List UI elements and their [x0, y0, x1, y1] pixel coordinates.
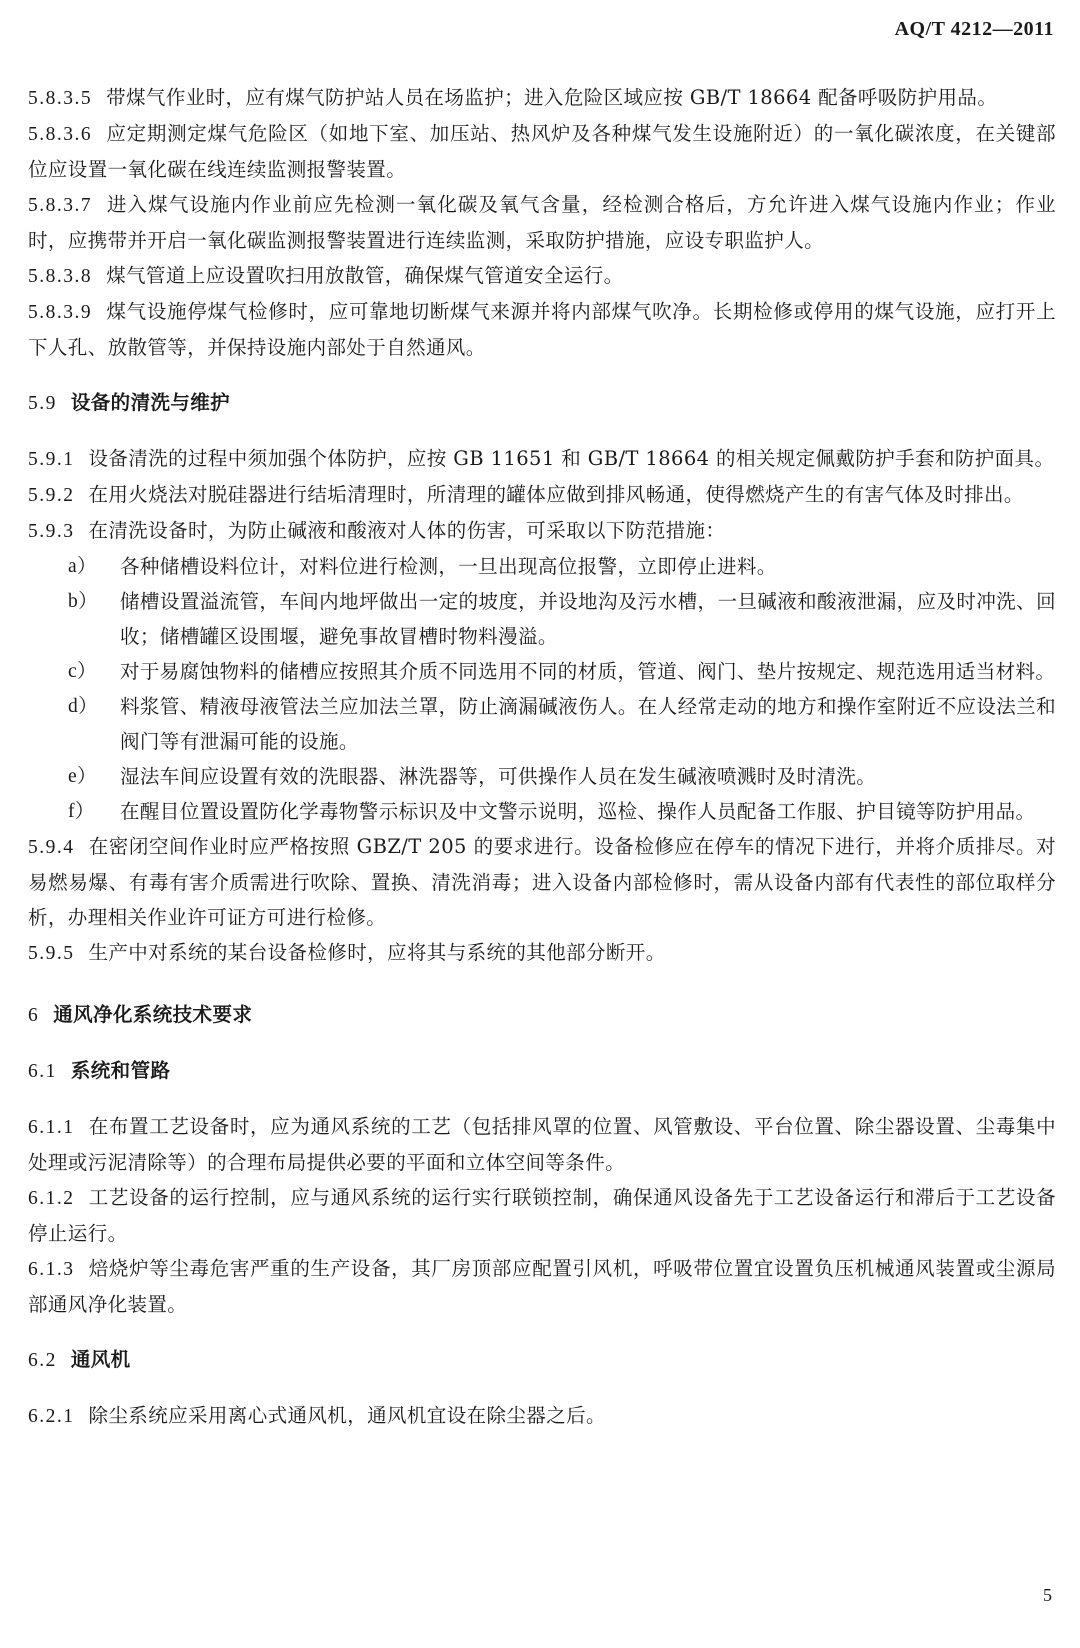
section-number: 6	[28, 1005, 40, 1026]
list-item	[28, 654, 1056, 689]
clause-5-9-4	[28, 829, 1056, 935]
clause-number: 5.9.2	[28, 485, 75, 506]
clause-6-1-3	[28, 1251, 1056, 1322]
clause-number: 6.1.2	[28, 1188, 75, 1209]
clause-number: 5.9.5	[28, 943, 75, 964]
list-item	[28, 689, 1056, 759]
standard-code: AQ/T 4212—2011	[894, 18, 1054, 40]
clause-6-1-1	[28, 1109, 1056, 1180]
clause-text: 焙烧炉等尘毒危害严重的生产设备，其厂房顶部应配置引风机，呼吸带位置宜设置负压机械通风装置或尘源局部通风净化装置。	[28, 1257, 1056, 1316]
clause-number: 6.1.3	[28, 1259, 75, 1280]
list-text: 在醒目位置设置防化学毒物警示标识及中文警示说明，巡检、操作人员配备工作服、护目镜等防护用品。	[120, 800, 1036, 823]
clause-text: 应定期测定煤气危险区（如地下室、加压站、热风炉及各种煤气发生设施附近）的一氧化碳浓度，在关键部位应设置一氧化碳在线连续监测报警装置。	[28, 122, 1056, 181]
clause-5-8-3-8	[28, 258, 1056, 294]
clause-number: 5.9.1	[28, 449, 75, 470]
list-marker: c）	[68, 661, 97, 682]
section-number: 6.2	[28, 1350, 57, 1371]
section-title: 通风净化系统技术要求	[53, 1003, 253, 1026]
clause-number: 6.2.1	[28, 1406, 75, 1427]
section-number: 6.1	[28, 1061, 57, 1082]
clause-text: 生产中对系统的某台设备检修时，应将其与系统的其他部分断开。	[88, 941, 666, 964]
list-text: 各种储槽设料位计，对料位进行检测，一旦出现高位报警，立即停止进料。	[120, 555, 777, 578]
clause-5-8-3-5	[28, 80, 1056, 116]
clause-text: 在布置工艺设备时，应为通风系统的工艺（包括排风罩的位置、风管敷设、平台位置、除尘器设置、尘毒集中处理或污泥清除等）的合理布局提供必要的平面和立体空间等条件。	[28, 1115, 1056, 1174]
list-marker: a）	[68, 556, 97, 577]
clause-5-8-3-9	[28, 294, 1056, 365]
list-text: 储槽设置溢流管，车间内地坪做出一定的坡度，并设地沟及污水槽，一旦碱液和酸液泄漏，应及时冲洗、回收；储槽罐区设围堰，避免事故冒槽时物料漫溢。	[120, 590, 1056, 648]
clause-number: 5.8.3.7	[28, 195, 93, 216]
clause-text: 煤气设施停煤气检修时，应可靠地切断煤气来源并将内部煤气吹净。长期检修或停用的煤气设施，应打开上下人孔、放散管等，并保持设施内部处于自然通风。	[28, 300, 1056, 359]
section-title: 通风机	[70, 1348, 131, 1371]
clause-5-9-1	[28, 441, 1056, 477]
clause-text: 进入煤气设施内作业前应先检测一氧化碳及氧气含量，经检测合格后，方允许进入煤气设施内作业；作业时，应携带并开启一氧化碳监测报警装置进行连续监测，采取防护措施，应设专职监护人。	[28, 193, 1056, 252]
clause-text: 煤气管道上应设置吹扫用放散管，确保煤气管道安全运行。	[106, 264, 624, 287]
clause-6-1-2	[28, 1180, 1056, 1251]
clause-text: 带煤气作业时，应有煤气防护站人员在场监护；进入危险区域应按 GB/T 18664 配备呼吸防护用品。	[106, 86, 998, 109]
list-marker: e）	[68, 766, 97, 787]
list-item	[28, 759, 1056, 794]
list-marker: d）	[68, 696, 99, 717]
list-marker: b）	[68, 591, 99, 612]
section-heading-6	[28, 997, 1056, 1033]
clause-number: 5.8.3.6	[28, 124, 93, 145]
clause-text: 在清洗设备时，为防止碱液和酸液对人体的伤害，可采取以下防范措施：	[88, 519, 726, 542]
list-text: 料浆管、精液母液管法兰应加法兰罩，防止滴漏碱液伤人。在人经常走动的地方和操作室附近不应设法兰和阀门等有泄漏可能的设施。	[120, 695, 1056, 753]
clause-text: 在密闭空间作业时应严格按照 GBZ/T 205 的要求进行。设备检修应在停车的情况下进行，并将介质排尽。对易燃易爆、有毒有害介质需进行吹除、置换、清洗消毒；进入设备内部检修时，需从设备内部有代表性的部位取样分析，办理相关作业许可证方可进行检修。	[28, 835, 1056, 929]
list-text: 对于易腐蚀物料的储槽应按照其介质不同选用不同的材质，管道、阀门、垫片按规定、规范选用适当材料。	[120, 660, 1056, 683]
list-text: 湿法车间应设置有效的洗眼器、淋洗器等，可供操作人员在发生碱液喷溅时及时清洗。	[120, 765, 877, 788]
list-item	[28, 549, 1056, 584]
clause-6-2-1	[28, 1398, 1056, 1434]
clause-number: 5.8.3.8	[28, 266, 93, 287]
clause-text: 设备清洗的过程中须加强个体防护，应按 GB 11651 和 GB/T 18664 的相关规定佩戴防护手套和防护面具。	[88, 447, 1055, 470]
clause-5-9-3	[28, 513, 1056, 549]
section-number: 5.9	[28, 393, 57, 414]
document-body	[28, 80, 1056, 1434]
clause-5-9-2	[28, 477, 1056, 513]
list-marker: f）	[68, 801, 95, 822]
list-item	[28, 794, 1056, 829]
page-number: 5	[1043, 1585, 1052, 1605]
clause-number: 5.8.3.9	[28, 302, 93, 323]
section-heading-6-1	[28, 1053, 1056, 1089]
list-item	[28, 584, 1056, 654]
section-heading-6-2	[28, 1342, 1056, 1378]
clause-5-8-3-7	[28, 187, 1056, 258]
clause-number: 6.1.1	[28, 1117, 75, 1138]
section-heading-5-9	[28, 385, 1056, 421]
clause-text: 除尘系统应采用离心式通风机，通风机宜设在除尘器之后。	[88, 1404, 606, 1427]
section-title: 系统和管路	[70, 1059, 171, 1082]
clause-number: 5.8.3.5	[28, 88, 93, 109]
clause-text: 在用火烧法对脱硅器进行结垢清理时，所清理的罐体应做到排风畅通，使得燃烧产生的有害气体及时排出。	[88, 483, 1024, 506]
clause-number: 5.9.4	[28, 837, 75, 858]
clause-5-8-3-6	[28, 116, 1056, 187]
clause-number: 5.9.3	[28, 521, 75, 542]
clause-text: 工艺设备的运行控制，应与通风系统的运行实行联锁控制，确保通风设备先于工艺设备运行和滞后于工艺设备停止运行。	[28, 1186, 1056, 1245]
section-title: 设备的清洗与维护	[70, 391, 231, 414]
clause-5-9-5	[28, 935, 1056, 971]
